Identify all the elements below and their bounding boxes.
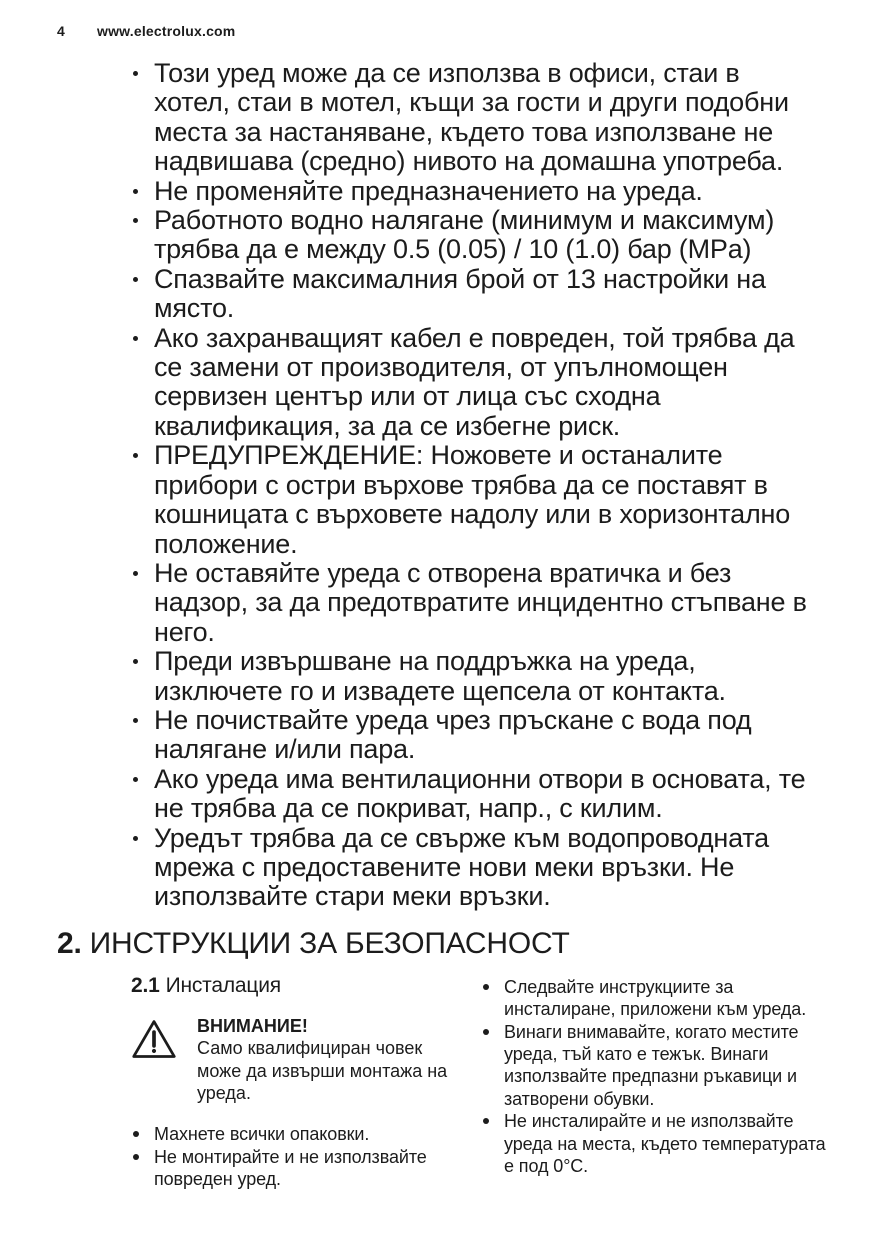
safety-list-item-text: Ако захранващият кабел е повреден, той трябва да се замени от производителя, от упълномощен сервизен център или от лица със сходна квалификация, за да се избегне риск.: [154, 322, 795, 441]
warning-triangle-icon: [131, 1015, 197, 1105]
safety-bullet-list: [131, 59, 821, 912]
warning-body: Само квалифициран човек може да извърши монтажа на уреда.: [197, 1038, 448, 1103]
page-number: 4: [57, 23, 65, 39]
warning-admonition: [131, 1015, 449, 1105]
safety-list-item: [131, 559, 821, 647]
installation-list-item: [131, 1123, 449, 1145]
section-number: 2.: [57, 926, 82, 960]
left-column: [131, 974, 449, 1191]
safety-list-item: [131, 706, 821, 765]
safety-list-item: [131, 824, 821, 912]
installation-list-item-text: Не инсталирайте и не използвайте уреда на места, където температурата е под 0°C.: [504, 1111, 826, 1177]
warning-title: ВНИМАНИЕ!: [197, 1015, 308, 1036]
safety-list-item-text: Ако уреда има вентилационни отвори в основата, те не трябва да се покриват, напр., с килим.: [154, 763, 806, 824]
page-header: [57, 23, 874, 39]
installation-list-item-text: Винаги внимавайте, когато местите уреда, тъй като е тежък. Винаги използвайте предпазни ръкавици и затворени обувки.: [504, 1021, 799, 1109]
warning-text: [197, 1015, 449, 1105]
section-heading: [57, 927, 874, 961]
safety-list-item-text: ПРЕДУПРЕЖДЕНИЕ: Ножовете и останалите прибори с остри върхове трябва да се поставят в кошницата с върховете надолу или в хоризонтално положение.: [154, 440, 791, 559]
safety-list-item: [131, 265, 821, 324]
installation-list-item-text: Следвайте инструкциите за инсталиране, приложени към уреда.: [504, 976, 807, 1020]
subsection-number: 2.1: [131, 973, 160, 997]
section-title: ИНСТРУКЦИИ ЗА БЕЗОПАСНОСТ: [89, 926, 570, 960]
safety-list-item: [131, 765, 821, 824]
safety-list-item: [131, 177, 821, 206]
safety-list-item: [131, 59, 821, 177]
installation-list-item: [131, 1146, 449, 1191]
installation-list-item: [481, 1021, 833, 1111]
installation-list-item-text: Не монтирайте и не използвайте повреден уред.: [154, 1146, 427, 1190]
safety-list-item-text: Работното водно налягане (минимум и максимум) трябва да е между 0.5 (0.05) / 10 (1.0) бар (MPa): [154, 205, 775, 265]
safety-list-item-text: Този уред може да се използва в офиси, стаи в хотел, стаи в мотел, къщи за гости и други подобни места за настаняване, където това използване не надвишава (средно) нивото на домашна употреба.: [154, 58, 789, 177]
safety-list-item-text: Не променяйте предназначението на уреда.: [154, 175, 703, 206]
installation-list-item-text: Махнете всички опаковки.: [154, 1124, 370, 1145]
site-url: www.electrolux.com: [97, 23, 236, 39]
safety-list-item-text: Спазвайте максималния брой от 13 настройки на място.: [154, 263, 766, 324]
safety-list-item-text: Не оставяйте уреда с отворена вратичка и без надзор, за да предотвратите инцидентно стъпване в него.: [154, 557, 807, 647]
safety-list-item: [131, 206, 821, 265]
safety-list-item: [131, 647, 821, 706]
installation-left-list: [131, 1123, 449, 1190]
right-column: [481, 974, 833, 1191]
safety-list-item: [131, 441, 821, 559]
safety-list-item-text: Преди извършване на поддръжка на уреда, изключете го и извадете щепсела от контакта.: [154, 646, 726, 706]
installation-columns: [131, 974, 874, 1191]
installation-right-list: [481, 976, 833, 1178]
installation-list-item: [481, 976, 833, 1021]
safety-list-item-text: Уредът трябва да се свърже към водопроводната мрежа с предоставените нови меки връзки. Не използвайте стари меки връзки.: [154, 822, 769, 912]
safety-list-item: [131, 324, 821, 442]
subsection-title: Инсталация: [165, 973, 281, 997]
installation-list-item: [481, 1110, 833, 1177]
subsection-heading: [131, 974, 449, 998]
safety-list-item-text: Не почиствайте уреда чрез пръскане с вода под налягане и/или пара.: [154, 704, 752, 765]
